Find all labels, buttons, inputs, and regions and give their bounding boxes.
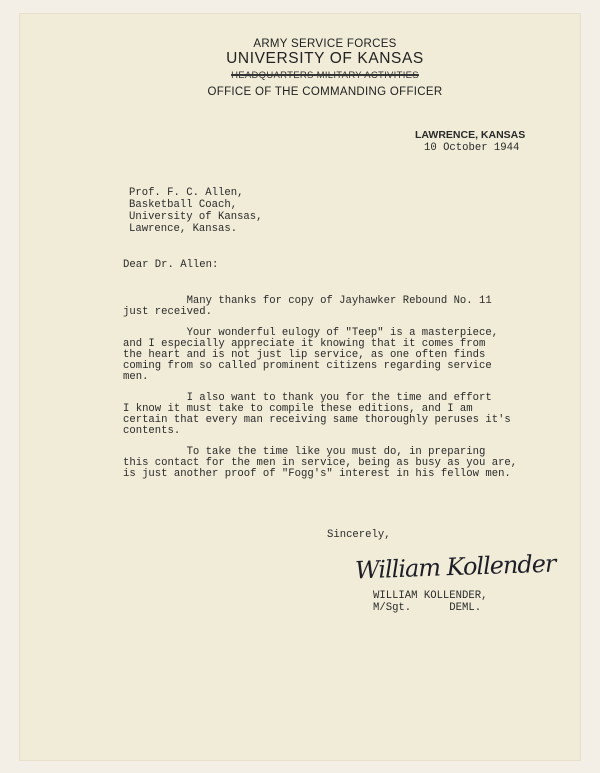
signer-name: WILLIAM KOLLENDER, xyxy=(373,590,488,602)
signer-rank: M/Sgt. DEML. xyxy=(373,602,482,614)
body-line: the heart and is not just lip service, as one often finds xyxy=(123,349,486,361)
place-heading: LAWRENCE, KANSAS xyxy=(415,129,526,141)
handwritten-signature: William Kollender xyxy=(354,549,556,585)
letterhead-line1: ARMY SERVICE FORCES xyxy=(253,38,397,50)
letterhead-office: OFFICE OF THE COMMANDING OFFICER xyxy=(207,86,443,98)
letter-sheet xyxy=(20,14,580,760)
body-line: and I especially appreciate it knowing that it comes from xyxy=(123,338,486,350)
body-line: coming from so called prominent citizens regarding service xyxy=(123,360,492,372)
body-line: certain that every man receiving same thoroughly peruses it's xyxy=(123,414,511,426)
body-line: is just another proof of "Fogg's" interest in his fellow men. xyxy=(123,468,511,480)
address-line: Prof. F. C. Allen, xyxy=(129,187,244,199)
body-line: I also want to thank you for the time and effort xyxy=(123,392,492,404)
body-line: this contact for the men in service, being as busy as you are, xyxy=(123,457,518,469)
letterhead-struck-line: HEADQUARTERS MILITARY ACTIVITIES xyxy=(231,70,419,81)
body-line: men. xyxy=(123,371,149,383)
address-line: University of Kansas, xyxy=(129,211,263,223)
body-line: To take the time like you must do, in preparing xyxy=(123,446,486,458)
body-line: just received. xyxy=(123,306,213,318)
letterhead-university: UNIVERSITY OF KANSAS xyxy=(226,50,424,67)
body-line: I know it must take to compile these editions, and I am xyxy=(123,403,473,415)
letter-date: 10 October 1944 xyxy=(424,142,520,154)
body-line: Your wonderful eulogy of "Teep" is a masterpiece, xyxy=(123,327,499,339)
address-line: Lawrence, Kansas. xyxy=(129,223,238,235)
body-line: Many thanks for copy of Jayhawker Rebound No. 11 xyxy=(123,295,492,307)
salutation: Dear Dr. Allen: xyxy=(123,259,219,271)
body-line: contents. xyxy=(123,425,181,437)
closing: Sincerely, xyxy=(327,529,391,541)
address-line: Basketball Coach, xyxy=(129,199,238,211)
